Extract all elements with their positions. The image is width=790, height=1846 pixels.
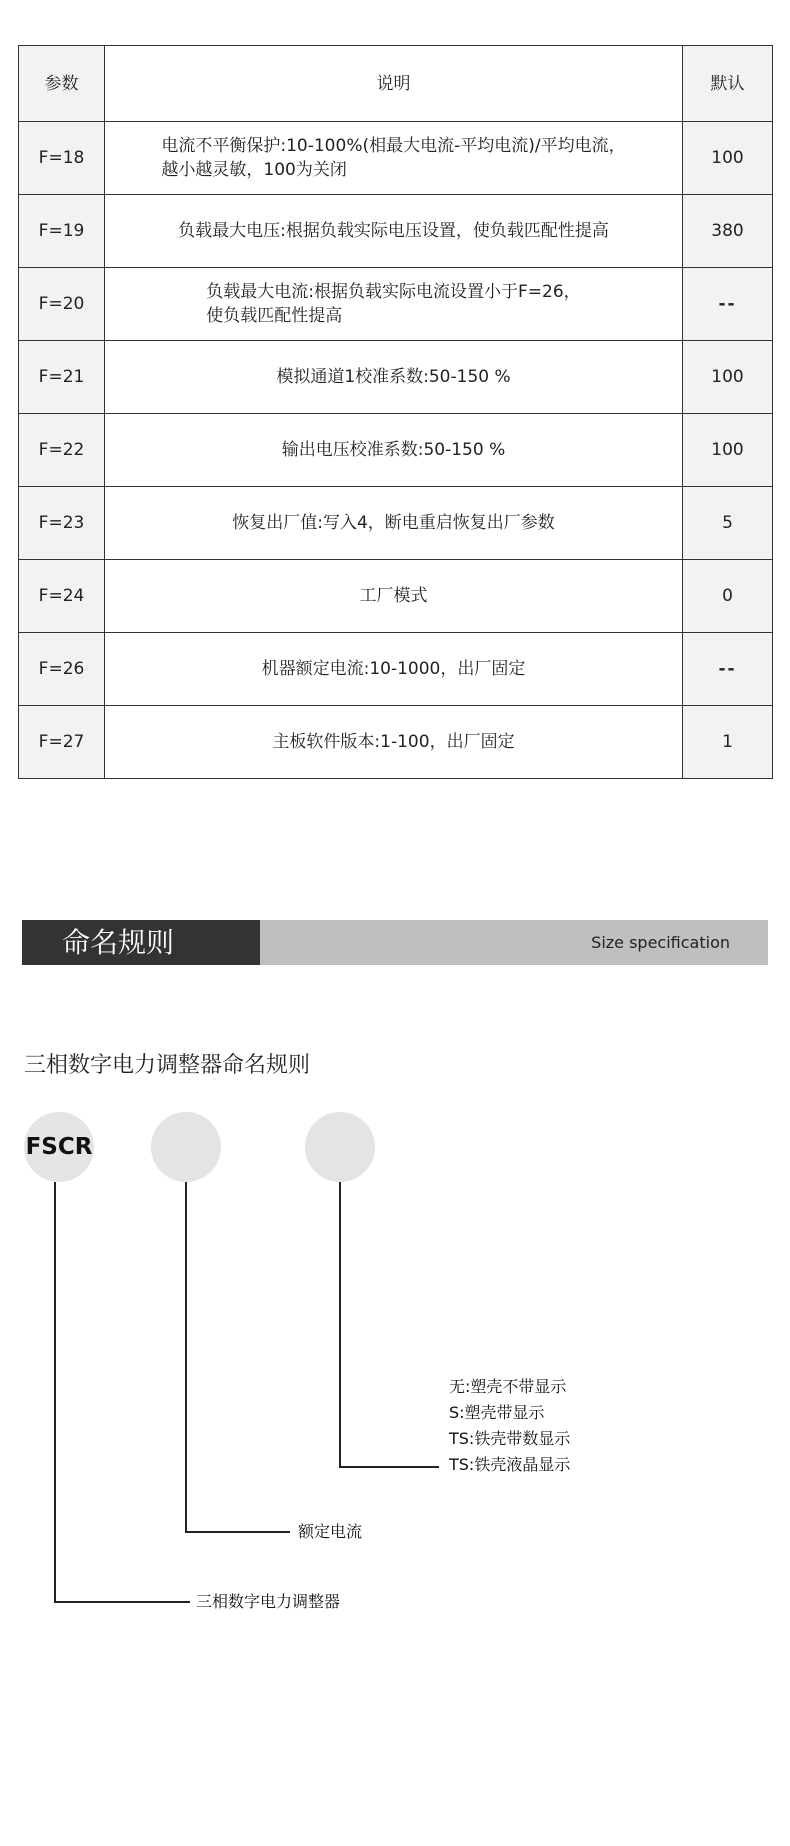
connector-line [54, 1182, 56, 1602]
param-code: F=18 [19, 122, 105, 195]
header-desc: 说明 [105, 46, 683, 122]
param-description [105, 268, 683, 341]
display-type-circle [305, 1112, 375, 1182]
prefix-text: FSCR [25, 1134, 93, 1160]
param-description [105, 633, 683, 706]
param-description [105, 487, 683, 560]
connector-line [185, 1531, 290, 1533]
param-code: F=23 [19, 487, 105, 560]
param-code: F=20 [19, 268, 105, 341]
product-label: 三相数字电力调整器 [196, 1592, 341, 1611]
param-default: 5 [683, 487, 773, 560]
param-default: -- [683, 268, 773, 341]
rated-current-label: 额定电流 [298, 1522, 363, 1541]
table-header-row [19, 46, 773, 122]
desc-line: 输出电压校准系数:50-150 % [281, 440, 506, 460]
table-row [19, 122, 773, 195]
param-code: F=21 [19, 341, 105, 414]
naming-rule-title: 三相数字电力调整器命名规则 [24, 1053, 311, 1078]
section-header-bar [22, 920, 768, 965]
table-row [19, 560, 773, 633]
connector-line [339, 1182, 341, 1467]
connector-line [54, 1601, 190, 1603]
param-default: 100 [683, 341, 773, 414]
desc-line: 负载最大电压:根据负载实际电压设置，使负载匹配性提高 [178, 221, 609, 241]
display-option: TS:铁壳带数显示 [449, 1429, 571, 1448]
table-row [19, 195, 773, 268]
param-code: F=19 [19, 195, 105, 268]
param-description [105, 414, 683, 487]
header-param: 参数 [19, 46, 105, 122]
table-row [19, 268, 773, 341]
table-row [19, 633, 773, 706]
desc-line: 机器额定电流:10-1000，出厂固定 [261, 659, 526, 679]
table-row [19, 487, 773, 560]
param-code: F=24 [19, 560, 105, 633]
rated-current-circle [151, 1112, 221, 1182]
section-subtitle: Size specification [591, 933, 730, 952]
prefix-circle [24, 1112, 94, 1182]
display-option: 无:塑壳不带显示 [449, 1377, 567, 1396]
desc-line: 恢复出厂值:写入4，断电重启恢复出厂参数 [232, 513, 555, 533]
param-default: 1 [683, 706, 773, 779]
desc-line: 使负载匹配性提高 [206, 306, 343, 326]
param-description [105, 341, 683, 414]
param-default: 0 [683, 560, 773, 633]
param-description [105, 195, 683, 268]
table-row [19, 414, 773, 487]
desc-line: 负载最大电流:根据负载实际电流设置小于F=26， [206, 282, 581, 302]
desc-line: 工厂模式 [359, 586, 428, 606]
table-row [19, 341, 773, 414]
param-description [105, 122, 683, 195]
display-options-list [449, 1374, 570, 1478]
section-title: 命名规则 [62, 926, 175, 959]
param-default: 380 [683, 195, 773, 268]
param-description [105, 560, 683, 633]
param-code: F=26 [19, 633, 105, 706]
desc-line: 越小越灵敏，100为关闭 [161, 160, 347, 180]
param-default: -- [683, 633, 773, 706]
desc-line: 主板软件版本:1-100，出厂固定 [272, 732, 515, 752]
param-description [105, 706, 683, 779]
connector-line [185, 1182, 187, 1532]
table-row [19, 706, 773, 779]
desc-line: 模拟通道1校准系数:50-150 % [276, 367, 511, 387]
desc-line: 电流不平衡保护:10-100%(相最大电流-平均电流)/平均电流， [161, 136, 626, 156]
connector-line [339, 1466, 439, 1468]
display-option: S:塑壳带显示 [449, 1403, 545, 1422]
param-code: F=22 [19, 414, 105, 487]
display-option: TS:铁壳液晶显示 [449, 1455, 571, 1474]
parameter-table [18, 45, 773, 779]
header-default: 默认 [683, 46, 773, 122]
param-default: 100 [683, 122, 773, 195]
param-default: 100 [683, 414, 773, 487]
param-code: F=27 [19, 706, 105, 779]
